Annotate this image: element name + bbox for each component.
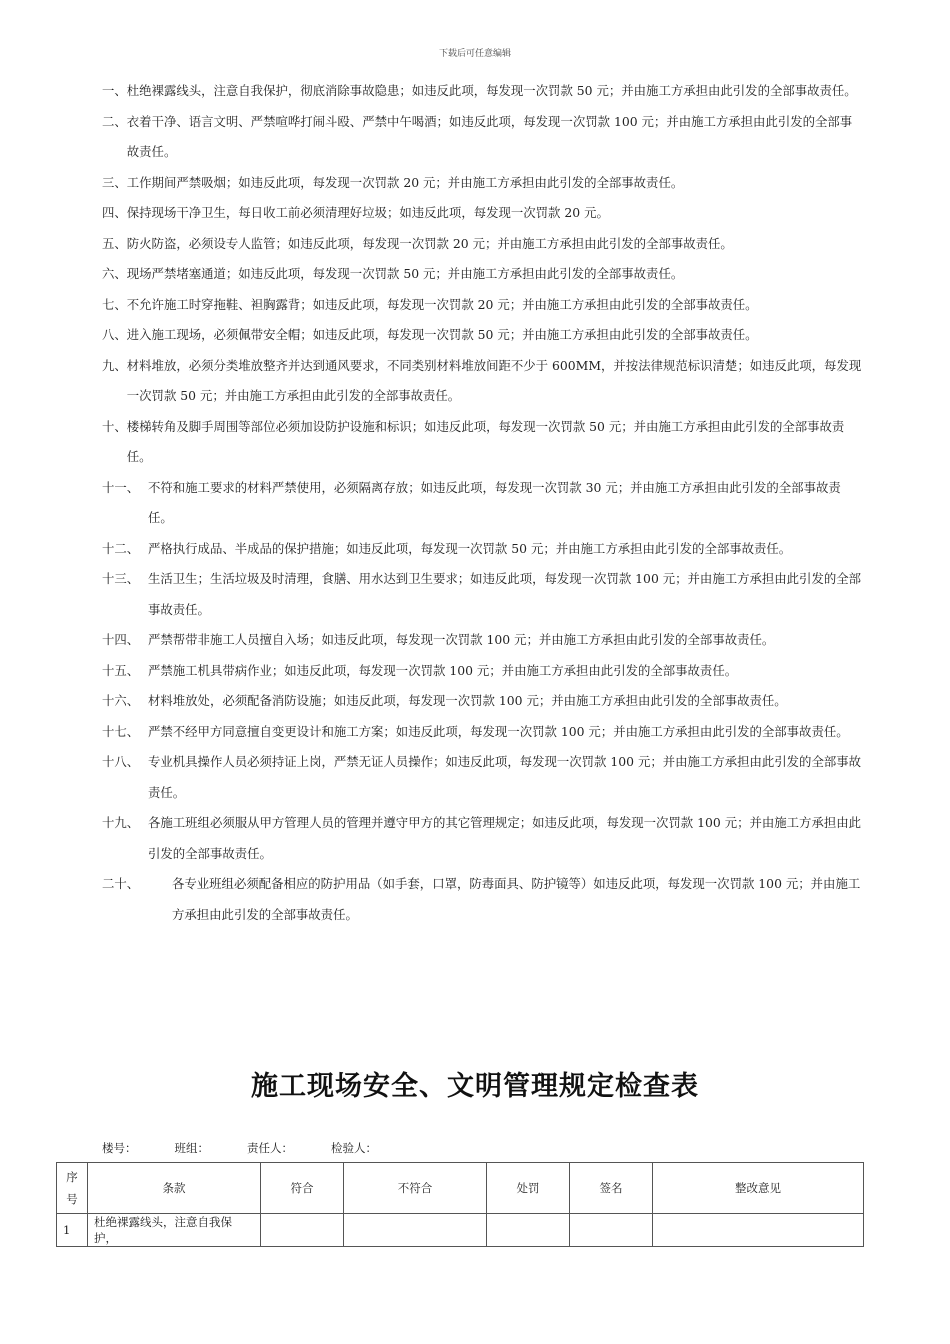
- rule-number: 七、: [102, 296, 127, 312]
- rule-text: 专业机具操作人员必须持证上岗，严禁无证人员操作；如违反此项，每发现一次罚款 100 元；并由施工方承担由此引发的全部事故责任。: [148, 754, 862, 800]
- column-header-seq: 序 号: [57, 1163, 88, 1214]
- form-title: 施工现场安全、文明管理规定检查表: [251, 1071, 699, 1102]
- rule-number: 十八、: [102, 754, 140, 769]
- rule-text: 工作期间严禁吸烟；如违反此项，每发现一次罚款 20 元；并由施工方承担由此引发的全部事故责任。: [126, 174, 684, 190]
- rule-item: [102, 290, 862, 321]
- rule-text: 生活卫生；生活垃圾及时清理，食膳、用水达到卫生要求；如违反此项，每发现一次罚款 100 元；并由施工方承担由此引发的全部事故责任。: [148, 571, 862, 617]
- rule-item: [102, 168, 862, 199]
- column-header-clause: 条款: [88, 1163, 261, 1214]
- rule-text: 严禁不经甲方同意擅自变更设计和施工方案；如违反此项，每发现一次罚款 100 元；并由施工方承担由此引发的全部事故责任。: [148, 723, 849, 739]
- rule-item: [102, 198, 862, 229]
- rule-text: 进入施工现场，必须佩带安全帽；如违反此项，每发现一次罚款 50 元；并由施工方承担由此引发的全部事故责任。: [126, 327, 758, 342]
- form-meta: [102, 1140, 415, 1156]
- rule-text: 严格执行成品、半成品的保护措施；如违反此项，每发现一次罚款 50 元；并由施工方承担由此引发的全部事故责任。: [148, 540, 792, 556]
- rule-item: [102, 625, 862, 656]
- rule-item: [102, 808, 862, 869]
- rule-number: 十一、: [102, 479, 140, 495]
- rule-text: 不允许施工时穿拖鞋、袒胸露背；如违反此项，每发现一次罚款 20 元；并由施工方承担由此引发的全部事故责任。: [126, 296, 758, 312]
- rule-item: [102, 76, 862, 107]
- rule-number: 五、: [102, 235, 127, 251]
- rule-item: [102, 717, 862, 748]
- rule-number: 二十、: [102, 876, 140, 891]
- rule-number: 十二、: [102, 540, 140, 556]
- rule-text: 严禁施工机具带病作业；如违反此项，每发现一次罚款 100 元；并由施工方承担由此引发的全部事故责任。: [148, 662, 738, 678]
- rule-item: [102, 259, 862, 290]
- rule-text: 现场严禁堵塞通道；如违反此项，每发现一次罚款 50 元；并由施工方承担由此引发的全部事故责任。: [126, 266, 684, 281]
- row-signature-cell[interactable]: [570, 1214, 653, 1247]
- column-header-rectify: 整改意见: [653, 1163, 864, 1214]
- rule-item: [102, 869, 862, 930]
- rule-item: [102, 564, 862, 625]
- rule-item: [102, 351, 862, 412]
- rule-text: 衣着干净、语言文明、严禁喧哗打闹斗殴、严禁中午喝酒；如违反此项，每发现一次罚款 100 元；并由施工方承担由此引发的全部事故责任。: [126, 113, 853, 159]
- team-label: 班组：: [174, 1141, 209, 1155]
- row-nonconform-cell[interactable]: [344, 1214, 487, 1247]
- rule-text: 严禁帮带非施工人员擅自入场；如违反此项，每发现一次罚款 100 元；并由施工方承担由此引发的全部事故责任。: [148, 632, 775, 647]
- rule-number: 三、: [102, 174, 127, 190]
- column-header-signature: 签名: [570, 1163, 653, 1214]
- rule-number: 六、: [102, 266, 127, 281]
- row-conform-cell[interactable]: [261, 1214, 344, 1247]
- header-note: 下载后可任意编辑: [438, 49, 511, 59]
- rule-number: 十四、: [102, 632, 140, 647]
- row-penalty-cell[interactable]: [487, 1214, 570, 1247]
- rule-number: 九、: [102, 357, 127, 373]
- rule-number: 一、: [102, 83, 127, 98]
- row-seq: 1: [57, 1214, 88, 1247]
- rule-number: 四、: [102, 205, 127, 220]
- rule-item: [102, 534, 862, 565]
- rule-number: 十六、: [102, 693, 140, 708]
- rule-number: 八、: [102, 327, 127, 342]
- table-row: [57, 1214, 864, 1247]
- table-header-row: [57, 1163, 864, 1214]
- rule-item: [102, 473, 862, 534]
- inspection-table: [56, 1162, 864, 1247]
- rules-list: [102, 76, 862, 930]
- rule-text: 防火防盗，必须设专人监管；如违反此项，每发现一次罚款 20 元；并由施工方承担由此引发的全部事故责任。: [126, 235, 733, 251]
- rule-item: [102, 747, 862, 808]
- rule-item: [102, 686, 862, 717]
- rule-text: 各专业班组必须配备相应的防护用品（如手套，口罩，防毒面具、防护镜等）如违反此项，每发现一次罚款 100 元；并由施工方承担由此引发的全部事故责任。: [172, 876, 861, 922]
- rule-text: 材料堆放，必须分类堆放整齐并达到通风要求，不同类别材料堆放间距不少于 600MM，并按法律规范标识清楚；如违反此项，每发现一次罚款 50 元；并由施工方承担由此引发的全部事故责任。: [126, 357, 862, 403]
- column-header-penalty: 处罚: [487, 1163, 570, 1214]
- rule-number: 十五、: [102, 662, 140, 678]
- rule-text: 杜绝裸露线头，注意自我保护，彻底消除事故隐患；如违反此项，每发现一次罚款 50 元；并由施工方承担由此引发的全部事故责任。: [126, 83, 857, 98]
- rule-text: 楼梯转角及脚手周围等部位必须加设防护设施和标识；如违反此项，每发现一次罚款 50 元；并由施工方承担由此引发的全部事故责任。: [126, 418, 845, 464]
- column-header-conform: 符合: [261, 1163, 344, 1214]
- rule-number: 十九、: [102, 815, 140, 830]
- row-rectify-cell[interactable]: [653, 1214, 864, 1247]
- rule-item: [102, 656, 862, 687]
- responsible-label: 责任人：: [247, 1141, 293, 1155]
- rule-number: 十、: [102, 418, 127, 434]
- rule-text: 材料堆放处，必须配备消防设施；如违反此项，每发现一次罚款 100 元；并由施工方承担由此引发的全部事故责任。: [148, 693, 787, 708]
- rule-number: 十三、: [102, 571, 140, 586]
- row-clause: 杜绝裸露线头，注意自我保护，: [88, 1214, 261, 1247]
- rule-item: [102, 107, 862, 168]
- rule-item: [102, 412, 862, 473]
- building-label: 楼号：: [102, 1141, 137, 1155]
- rule-item: [102, 320, 862, 351]
- rule-text: 不符和施工要求的材料严禁使用，必须隔离存放；如违反此项，每发现一次罚款 30 元；并由施工方承担由此引发的全部事故责任。: [148, 479, 841, 525]
- column-header-nonconform: 不符合: [344, 1163, 487, 1214]
- rule-number: 十七、: [102, 723, 140, 739]
- rule-number: 二、: [102, 113, 127, 129]
- inspector-label: 检验人：: [331, 1141, 377, 1155]
- rule-text: 保持现场干净卫生，每日收工前必须清理好垃圾；如违反此项，每发现一次罚款 20 元。: [126, 205, 609, 220]
- rule-item: [102, 229, 862, 260]
- rule-text: 各施工班组必须服从甲方管理人员的管理并遵守甲方的其它管理规定；如违反此项，每发现一次罚款 100 元；并由施工方承担由此引发的全部事故责任。: [148, 815, 862, 861]
